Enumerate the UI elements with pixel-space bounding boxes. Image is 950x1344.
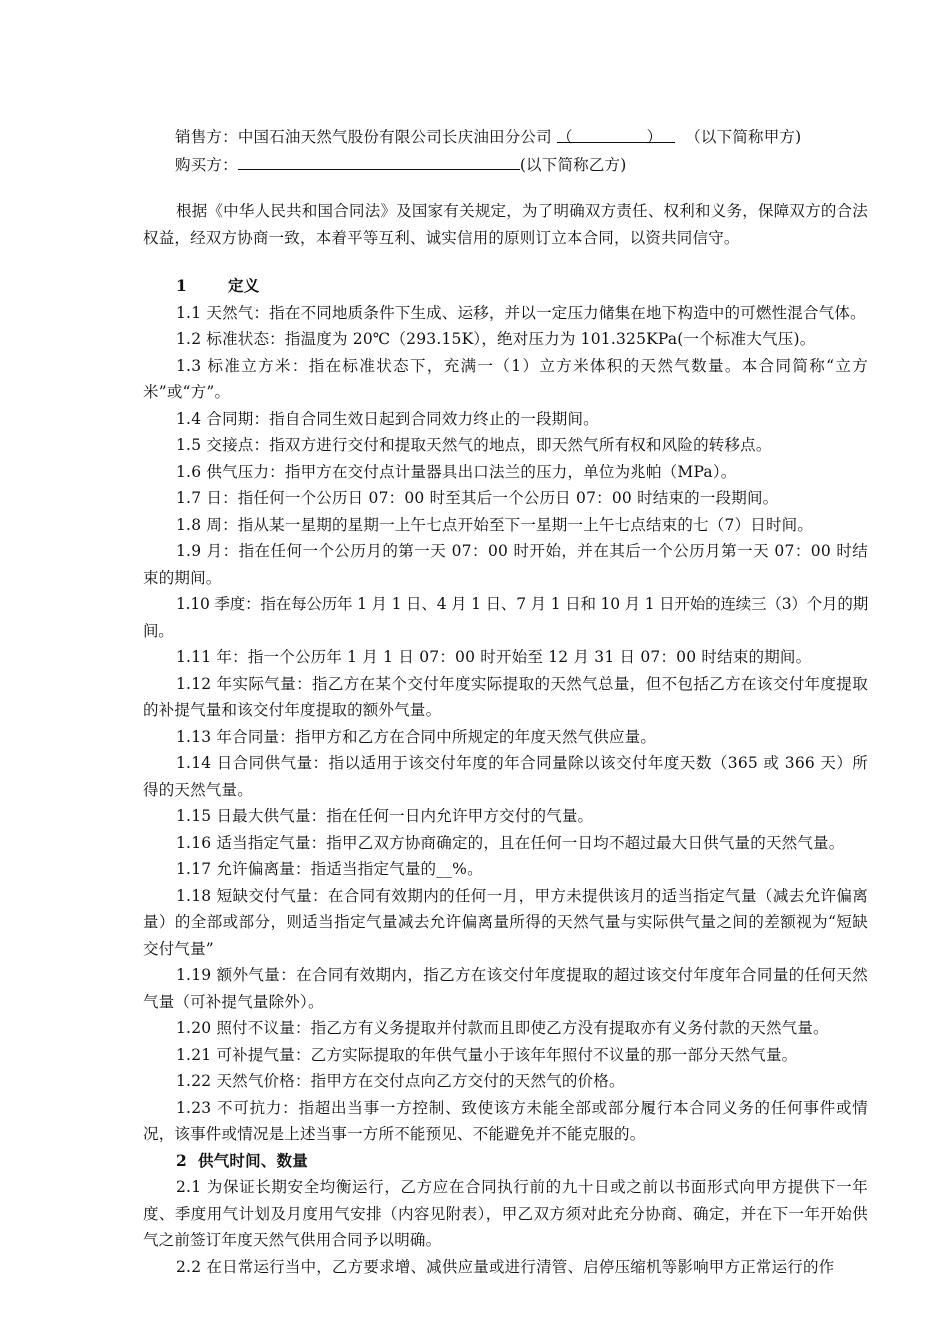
- definition-item: 1.20 照付不议量：指乙方有义务提取并付款而且即使乙方没有提取亦有义务付款的天然气量。: [176, 1019, 829, 1037]
- definition-item: 1.22 天然气价格：指甲方在交付点向乙方交付的天然气的价格。: [176, 1072, 625, 1090]
- definition-item: 1.15 日最大供气量：指在任何一日内允许甲方交付的气量。: [176, 807, 594, 825]
- seller-suffix: （以下简称甲方): [685, 128, 802, 146]
- definition-item: 1.13 年合同量：指甲方和乙方在合同中所规定的年度天然气供应量。: [176, 727, 657, 746]
- definition-item: 1.17 允许偏离量：指适当指定气量的__%。: [176, 860, 483, 878]
- buyer-suffix: (以下简称乙方): [519, 156, 627, 174]
- definition-item: 1.23 不可抗力：指超出当事一方控制、致使该方未能全部或部分履行本合同义务的任何事件或情况，该事件或情况是上述当事一方所不能预见、不能避免并不能克服的。: [143, 1098, 868, 1143]
- definition-item: 1.16 适当指定气量：指甲乙双方协商确定的，且在任何一日均不超过最大日供气量的天然气量。: [176, 833, 845, 852]
- buyer-name-blank: [238, 151, 520, 170]
- definition-item: 1.12 年实际气量：指乙方在某个交付年度实际提取的天然气总量，但不包括乙方在该交付年度提取的补提气量和该交付年度提取的额外气量。: [143, 674, 868, 719]
- supply-item: 2.1 为保证长期安全均衡运行，乙方应在合同执行前的九十日或之前以书面形式向甲方提供下一年度、季度用气计划及月度用气安排（内容见附表），甲乙双方须对此充分协商、确定，并在下一年开始供气之前签订年度天然气供用合同予以明确。: [143, 1178, 868, 1249]
- definition-item: 1.8 周：指从某一星期的星期一上午七点开始至下一星期一上午七点结束的七（7）日时间。: [176, 515, 814, 534]
- section-1-heading: [143, 273, 868, 300]
- definition-item: 1.1 天然气：指在不同地质条件下生成、运移，并以一定压力储集在地下构造中的可燃性混合气体。: [176, 303, 866, 322]
- seller-label: 销售方：: [175, 128, 238, 146]
- section-1-title: 定义: [228, 276, 260, 295]
- definition-item: 1.6 供气压力：指甲方在交付点计量器具出口法兰的压力，单位为兆帕（MPa）。: [176, 462, 737, 481]
- definition-item: 1.19 额外气量：在合同有效期内，指乙方在该交付年度提取的超过该交付年度年合同量的任何天然气量（可补提气量除外）。: [143, 966, 868, 1011]
- buyer-row: [175, 151, 801, 179]
- seller-branch-blank: [556, 124, 675, 146]
- definition-item: 1.18 短缺交付气量：在合同有效期内的任何一月，甲方未提供该月的适当指定气量（减去允许偏离量）的全部或部分，则适当指定气量减去允许偏离量所得的天然气量与实际供气量之间的差额视为“短缺交付气量”: [143, 886, 868, 958]
- section-2-heading: [143, 1148, 868, 1175]
- definition-item: 1.5 交接点：指双方进行交付和提取天然气的地点，即天然气所有权和风险的转移点。: [176, 436, 772, 454]
- buyer-label: 购买方：: [175, 156, 238, 174]
- seller-paren-close: ）: [646, 128, 663, 146]
- section-2-title: 供气时间、数量: [198, 1150, 308, 1170]
- parties-block: [175, 124, 801, 179]
- supply-item: 2.2 在日常运行当中，乙方要求增、减供应量或进行清管、启停压缩机等影响甲方正常运行的作: [176, 1257, 835, 1276]
- seller-paren-open: （: [556, 128, 573, 146]
- definition-item: 1.14 日合同供气量：指以适用于该交付年度的年合同量除以该交付年度天数（365 或 366 天）所得的天然气量。: [143, 754, 868, 799]
- definition-item: 1.4 合同期：指自合同生效日起到合同效力终止的一段期间。: [176, 409, 599, 428]
- definition-item: 1.11 年：指一个公历年 1 月 1 日 07：00 时开始至 12 月 31 日 07：00 时结束的期间。: [176, 648, 812, 666]
- section-2-number: 2: [176, 1150, 187, 1170]
- seller-name: 中国石油天然气股份有限公司长庆油田分公司: [237, 128, 552, 146]
- seller-row: [175, 124, 801, 151]
- section-1-number: 1: [176, 276, 187, 295]
- definition-item: 1.21 可补提气量：乙方实际提取的年供气量小于该年年照付不议量的那一部分天然气量。: [176, 1045, 798, 1064]
- definition-item: 1.3 标准立方米：指在标准状态下，充满一（1）立方米体积的天然气数量。本合同简称“立方米”或“方”。: [143, 356, 868, 401]
- definition-item: 1.9 月：指在任何一个公历月的第一天 07：00 时开始，并在其后一个公历月第一天 07：00 时结束的期间。: [143, 542, 868, 587]
- intro-paragraph: 根据《中华人民共和国合同法》及国家有关规定，为了明确双方责任、权利和义务，保障双方的合法权益，经双方协商一致，本着平等互利、诚实信用的原则订立本合同，以资共同信守。: [143, 202, 868, 247]
- definition-item: 1.7 日：指任何一个公历日 07：00 时至其后一个公历日 07：00 时结束的一段期间。: [176, 489, 779, 507]
- definition-item: 1.10 季度：指在每公历年 1 月 1 日、4 月 1 日、7 月 1 日和 10 月 1 日开始的连续三（3）个月的期间。: [143, 595, 868, 640]
- definition-item: 1.2 标准状态：指温度为 20℃（293.15K），绝对压力为 101.325KPa(一个标准大气压)。: [176, 330, 816, 348]
- contract-body: [143, 198, 868, 1280]
